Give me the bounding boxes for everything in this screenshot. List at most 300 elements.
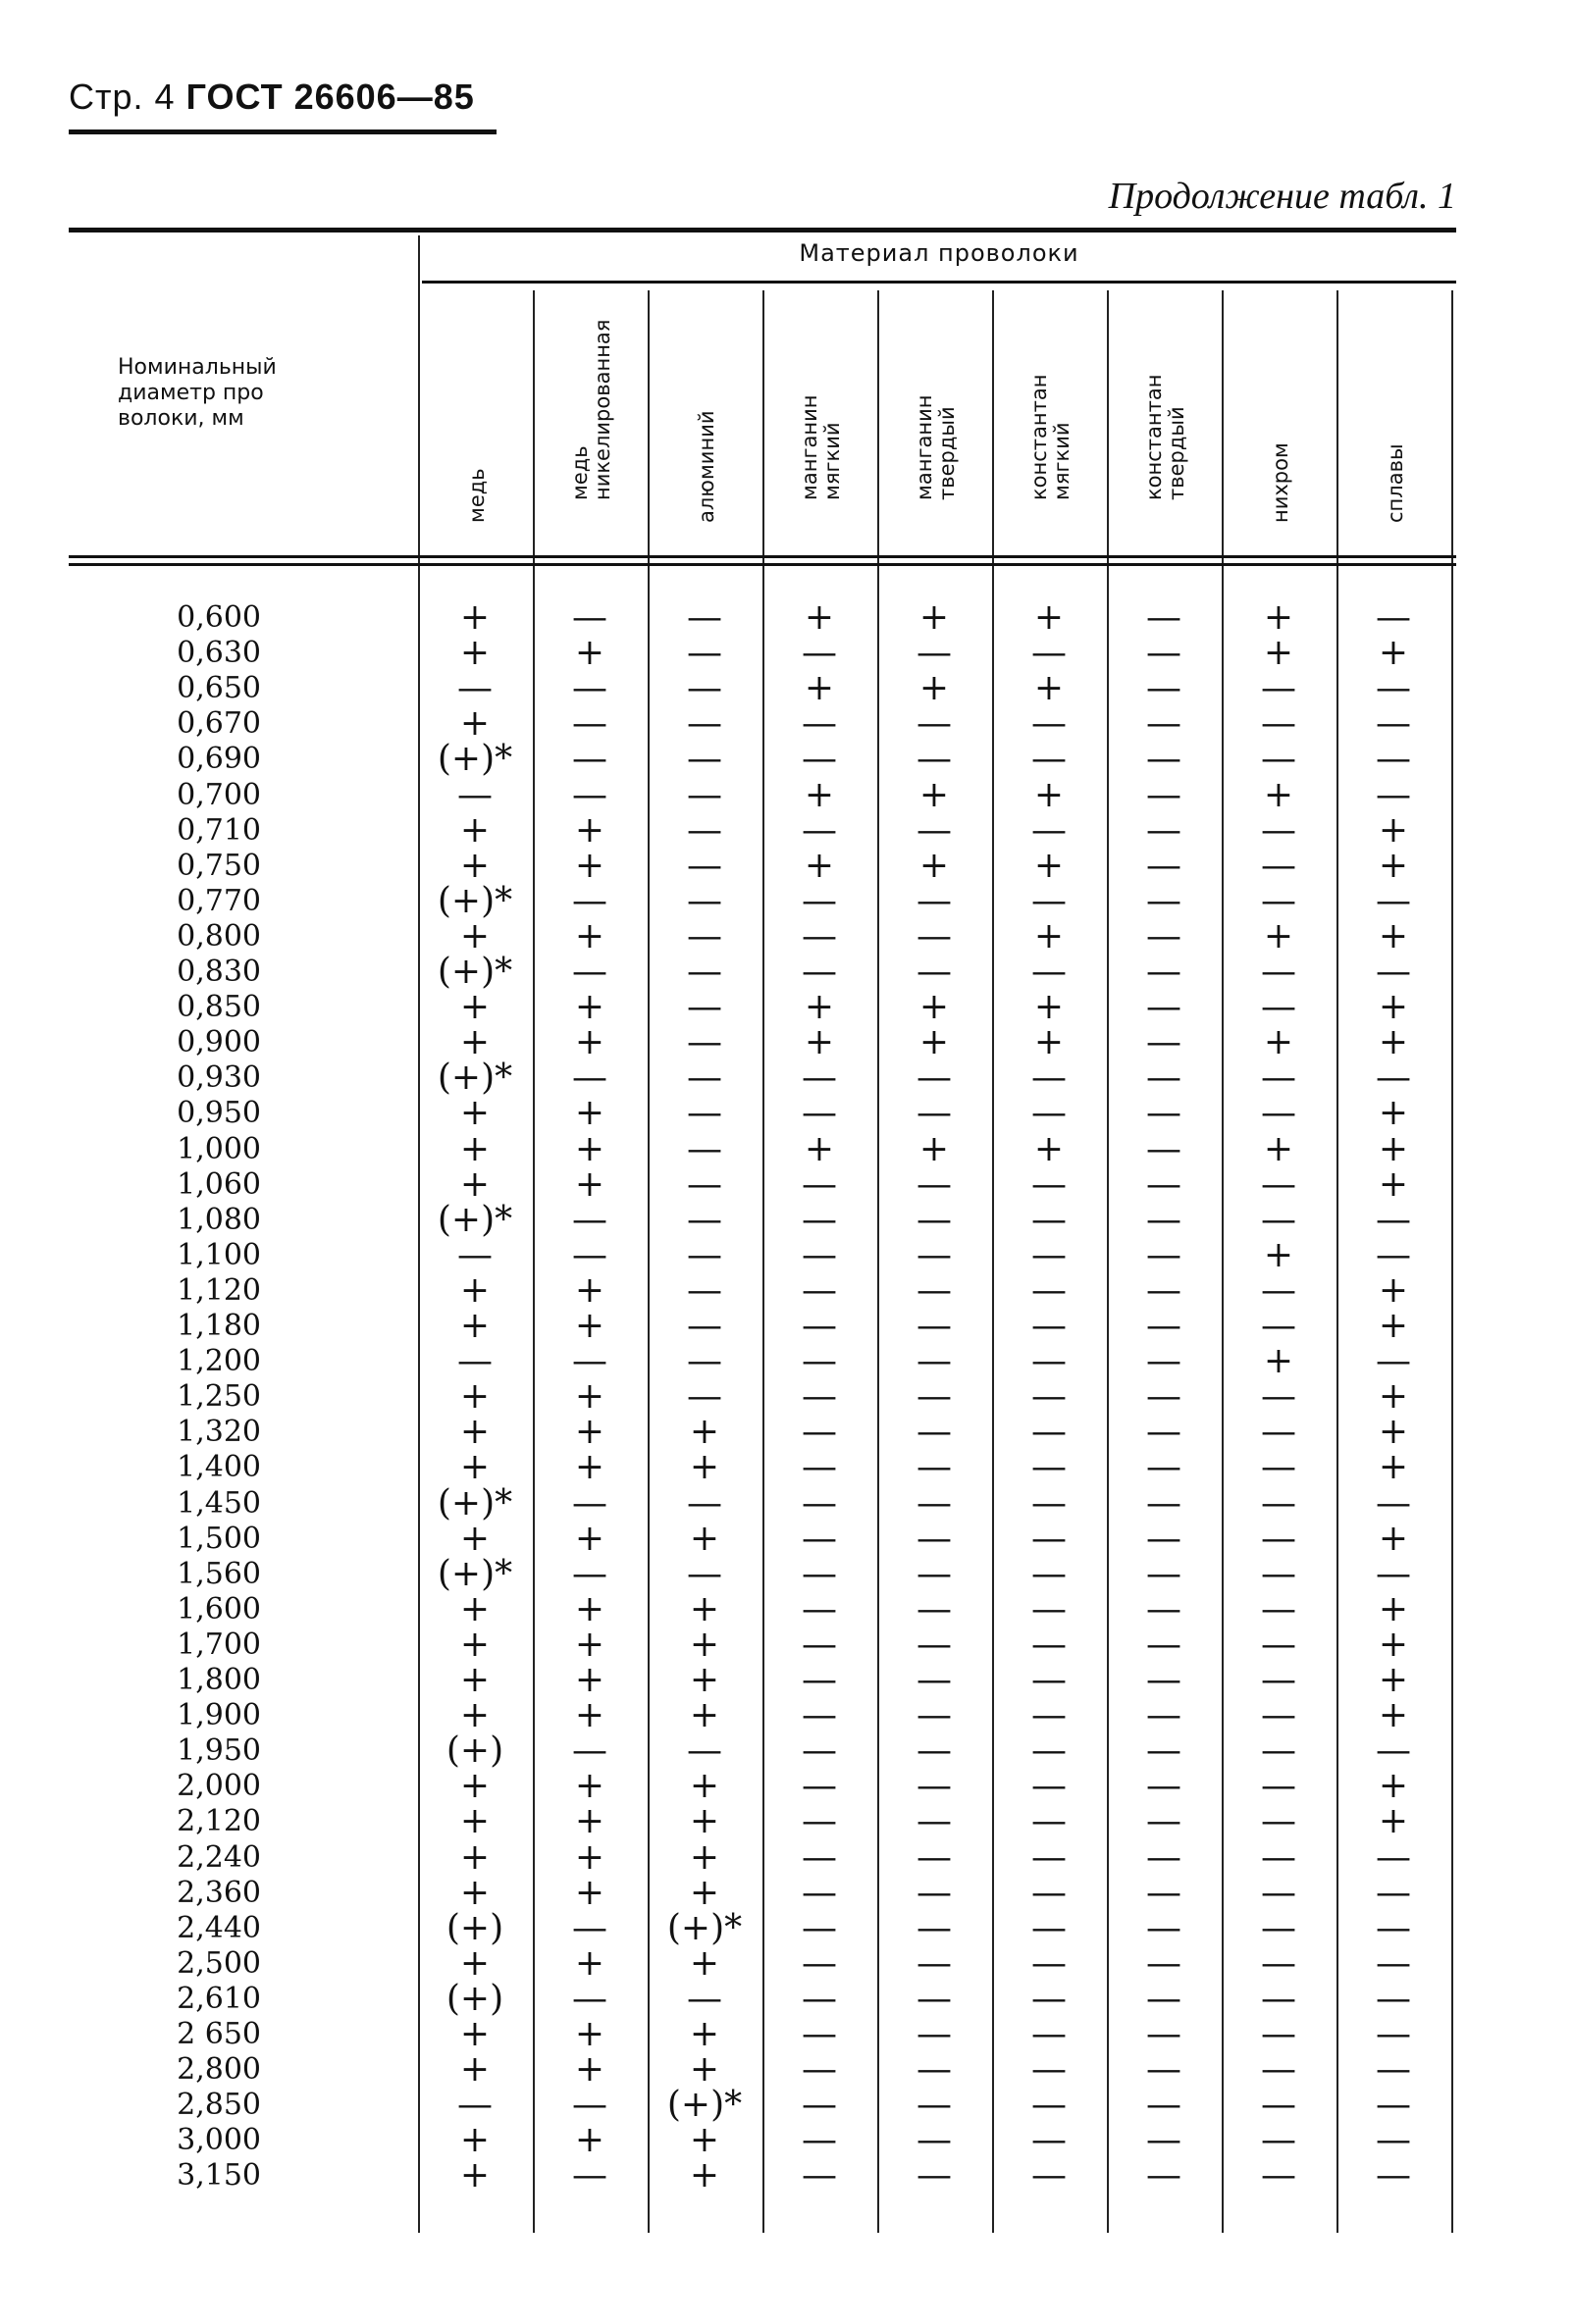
availability-cell: — <box>1146 845 1181 886</box>
availability-cell: — <box>1261 2085 1296 2126</box>
availability-cell: — <box>1376 1872 1411 1913</box>
table-row <box>69 668 1456 709</box>
availability-cell: — <box>802 1093 837 1134</box>
availability-cell: — <box>917 703 952 745</box>
availability-cell: + <box>1378 1306 1409 1346</box>
header-bottom-rule <box>69 555 1456 558</box>
availability-cell: + <box>459 633 491 674</box>
table-row <box>69 1801 1456 1842</box>
availability-cell: — <box>1146 1660 1181 1700</box>
header-bottom-rule-2 <box>69 563 1456 566</box>
availability-cell: + <box>459 1766 491 1807</box>
table-row <box>69 1128 1456 1169</box>
availability-cell: — <box>1146 1907 1181 1948</box>
availability-cell: — <box>687 1128 722 1169</box>
availability-cell: + <box>459 1660 491 1700</box>
diameter-value: 2,000 <box>177 1769 261 1804</box>
availability-cell: — <box>1376 1199 1411 1240</box>
column-header <box>1340 294 1450 545</box>
column-header <box>1226 294 1336 545</box>
availability-cell: — <box>1261 1836 1296 1878</box>
availability-cell: — <box>457 2085 493 2126</box>
availability-cell: — <box>1146 2120 1181 2161</box>
table-row <box>69 633 1456 674</box>
availability-cell: — <box>1146 1234 1181 1275</box>
availability-cell: — <box>1376 703 1411 745</box>
availability-cell: + <box>574 1836 605 1878</box>
availability-cell: — <box>1146 2014 1181 2054</box>
column-header-label: алюминий <box>694 410 718 523</box>
availability-cell: — <box>1261 880 1296 921</box>
availability-cell: — <box>1146 1058 1181 1099</box>
availability-cell: + <box>689 2120 720 2161</box>
availability-cell: + <box>918 1128 950 1169</box>
availability-cell: — <box>917 1234 952 1275</box>
availability-cell: — <box>1261 1872 1296 1913</box>
availability-cell: + <box>1033 845 1065 886</box>
availability-cell: — <box>1146 1730 1181 1772</box>
availability-cell: — <box>1376 2155 1411 2196</box>
table-continuation-label: Продолжение табл. 1 <box>1108 176 1456 217</box>
availability-cell: — <box>1376 1907 1411 1948</box>
diameter-value: 0,900 <box>177 1025 261 1060</box>
availability-cell: — <box>802 952 837 992</box>
availability-cell: + <box>1378 1269 1409 1311</box>
availability-cell: (+)* <box>437 1058 513 1099</box>
availability-cell: — <box>802 1234 837 1275</box>
table-row <box>69 1058 1456 1099</box>
diameter-value: 2,610 <box>177 1981 261 2016</box>
diameter-value: 1,560 <box>177 1556 261 1591</box>
availability-cell: + <box>574 2120 605 2161</box>
availability-cell: — <box>1031 1447 1067 1488</box>
availability-cell: + <box>459 1447 491 1488</box>
availability-cell: + <box>1263 1341 1294 1382</box>
availability-cell: — <box>687 1978 722 2019</box>
availability-cell: — <box>687 915 722 956</box>
availability-cell: + <box>459 845 491 886</box>
availability-cell: — <box>1146 1518 1181 1559</box>
availability-cell: — <box>572 1482 607 1524</box>
availability-cell: — <box>802 1518 837 1559</box>
availability-cell: — <box>1261 1942 1296 1984</box>
availability-cell: + <box>1033 597 1065 638</box>
table-row <box>69 1482 1456 1524</box>
availability-cell: — <box>687 1306 722 1346</box>
availability-cell: + <box>689 1766 720 1807</box>
availability-cell: + <box>918 774 950 815</box>
availability-cell: — <box>1031 1766 1067 1807</box>
table-row <box>69 1412 1456 1453</box>
availability-cell: — <box>1031 1553 1067 1594</box>
availability-cell: + <box>574 845 605 886</box>
availability-cell: — <box>917 1341 952 1382</box>
availability-cell: — <box>1261 1093 1296 1134</box>
availability-cell: — <box>1031 1376 1067 1418</box>
availability-cell: + <box>1033 915 1065 956</box>
availability-cell: — <box>802 1942 837 1984</box>
availability-cell: — <box>1031 1836 1067 1878</box>
table-row <box>69 1553 1456 1594</box>
availability-cell: — <box>572 1978 607 2019</box>
availability-cell: — <box>687 633 722 674</box>
table-row <box>69 597 1456 638</box>
availability-cell: + <box>459 1412 491 1453</box>
diameter-value: 1,400 <box>177 1450 261 1485</box>
availability-cell: — <box>1261 1163 1296 1205</box>
availability-cell: — <box>1261 1730 1296 1772</box>
diameter-value: 0,690 <box>177 742 261 777</box>
availability-cell: — <box>1031 633 1067 674</box>
availability-cell: + <box>804 845 835 886</box>
availability-cell: (+)* <box>437 880 513 921</box>
availability-cell: — <box>802 1836 837 1878</box>
table-row <box>69 1518 1456 1559</box>
diameter-value: 1,250 <box>177 1379 261 1415</box>
column-header <box>537 294 647 545</box>
availability-cell: — <box>917 633 952 674</box>
availability-cell: (+)* <box>437 739 513 780</box>
availability-cell: — <box>917 1801 952 1842</box>
availability-cell: — <box>1146 1163 1181 1205</box>
availability-cell: + <box>459 2014 491 2054</box>
diameter-value: 0,800 <box>177 918 261 954</box>
availability-cell: — <box>802 1163 837 1205</box>
availability-cell: — <box>687 1234 722 1275</box>
availability-cell: — <box>1031 1234 1067 1275</box>
availability-cell: — <box>1376 1482 1411 1524</box>
table-row <box>69 1836 1456 1878</box>
availability-cell: — <box>1146 1836 1181 1878</box>
availability-cell: — <box>687 1093 722 1134</box>
availability-cell: + <box>804 668 835 709</box>
availability-cell: — <box>917 1269 952 1311</box>
availability-cell: — <box>1261 1199 1296 1240</box>
availability-cell: — <box>917 1199 952 1240</box>
availability-cell: — <box>802 1269 837 1311</box>
diameter-value: 0,670 <box>177 706 261 742</box>
availability-cell: + <box>1033 774 1065 815</box>
availability-cell: + <box>574 1306 605 1346</box>
diameter-value: 0,600 <box>177 600 261 635</box>
availability-cell: — <box>1146 1093 1181 1134</box>
availability-cell: + <box>804 1128 835 1169</box>
availability-cell: — <box>917 1942 952 1984</box>
availability-cell: — <box>1146 1269 1181 1311</box>
availability-cell: + <box>1378 809 1409 851</box>
table-row <box>69 1022 1456 1063</box>
availability-cell: + <box>574 1376 605 1418</box>
availability-cell: — <box>687 880 722 921</box>
column-header-label: манганин мягкий <box>798 394 844 500</box>
availability-cell: — <box>572 2085 607 2126</box>
table-row <box>69 1907 1456 1948</box>
availability-cell: — <box>1376 739 1411 780</box>
availability-cell: (+) <box>445 1730 504 1772</box>
availability-cell: — <box>1031 2085 1067 2126</box>
availability-cell: + <box>1378 1447 1409 1488</box>
availability-cell: — <box>917 1660 952 1700</box>
table-row <box>69 2014 1456 2054</box>
table-row <box>69 915 1456 956</box>
availability-cell: — <box>917 1058 952 1099</box>
table-row <box>69 2120 1456 2161</box>
availability-cell: + <box>689 1447 720 1488</box>
availability-cell: — <box>572 1341 607 1382</box>
availability-cell: — <box>1261 1766 1296 1807</box>
availability-cell: + <box>689 1872 720 1913</box>
availability-cell: — <box>1031 1341 1067 1382</box>
availability-cell: — <box>687 1341 722 1382</box>
availability-cell: — <box>917 1163 952 1205</box>
availability-cell: — <box>1146 1624 1181 1665</box>
table-row <box>69 1624 1456 1665</box>
availability-cell: + <box>689 1412 720 1453</box>
availability-cell: — <box>1261 739 1296 780</box>
availability-cell: — <box>802 1199 837 1240</box>
availability-cell: — <box>1261 1801 1296 1842</box>
availability-cell: — <box>917 2120 952 2161</box>
availability-cell: — <box>1376 2085 1411 2126</box>
table-row <box>69 739 1456 780</box>
availability-cell: — <box>572 739 607 780</box>
table-row <box>69 703 1456 745</box>
availability-cell: + <box>1378 845 1409 886</box>
material-header-rule <box>422 281 1456 284</box>
availability-cell: — <box>687 1553 722 1594</box>
diameter-value: 1,900 <box>177 1698 261 1733</box>
availability-cell: — <box>1261 1907 1296 1948</box>
availability-cell: + <box>459 1163 491 1205</box>
availability-cell: — <box>687 1482 722 1524</box>
table-row <box>69 1093 1456 1134</box>
availability-cell: — <box>802 1553 837 1594</box>
availability-cell: — <box>802 1588 837 1629</box>
diameter-value: 2,360 <box>177 1875 261 1910</box>
availability-cell: + <box>1263 1128 1294 1169</box>
availability-cell: — <box>1146 1306 1181 1346</box>
availability-cell: + <box>459 1836 491 1878</box>
table-row <box>69 1163 1456 1205</box>
availability-cell: — <box>457 774 493 815</box>
availability-cell: — <box>1376 1978 1411 2019</box>
availability-cell: — <box>1031 1269 1067 1311</box>
availability-cell: — <box>802 880 837 921</box>
availability-cell: + <box>459 703 491 745</box>
availability-cell: — <box>1031 880 1067 921</box>
availability-cell: — <box>1031 1942 1067 1984</box>
availability-cell: — <box>917 1730 952 1772</box>
availability-cell: — <box>1261 845 1296 886</box>
availability-cell: + <box>574 633 605 674</box>
availability-cell: — <box>1146 1588 1181 1629</box>
availability-cell: — <box>687 739 722 780</box>
availability-cell: — <box>917 2014 952 2054</box>
diameter-header: Номинальный диаметр про волоки, мм <box>118 355 277 431</box>
availability-cell: — <box>1376 2049 1411 2091</box>
availability-cell: + <box>1378 1695 1409 1736</box>
availability-cell: — <box>1376 668 1411 709</box>
availability-cell: + <box>1378 1376 1409 1418</box>
table-row <box>69 987 1456 1028</box>
diameter-value: 0,850 <box>177 990 261 1025</box>
availability-cell: — <box>1376 1942 1411 1984</box>
table-row <box>69 952 1456 992</box>
availability-cell: — <box>1261 1058 1296 1099</box>
availability-cell: — <box>1261 2049 1296 2091</box>
availability-cell: — <box>1146 1766 1181 1807</box>
column-header-label: медь никелированная <box>568 319 614 500</box>
availability-cell: + <box>1263 1234 1294 1275</box>
availability-cell: + <box>1378 987 1409 1028</box>
availability-cell: — <box>1261 1553 1296 1594</box>
availability-cell: + <box>459 809 491 851</box>
diameter-value: 1,200 <box>177 1344 261 1379</box>
availability-cell: + <box>1263 1022 1294 1063</box>
availability-cell: — <box>1261 1695 1296 1736</box>
availability-cell: — <box>802 1978 837 2019</box>
availability-cell: + <box>459 1022 491 1063</box>
availability-cell: — <box>1261 2014 1296 2054</box>
column-header <box>881 294 991 545</box>
availability-cell: — <box>1031 1730 1067 1772</box>
availability-cell: — <box>687 1163 722 1205</box>
availability-cell: — <box>1376 880 1411 921</box>
availability-cell: — <box>572 703 607 745</box>
availability-cell: + <box>689 1836 720 1878</box>
availability-cell: — <box>917 2155 952 2196</box>
diameter-value: 0,770 <box>177 883 261 918</box>
availability-cell: — <box>917 809 952 851</box>
availability-cell: — <box>802 2155 837 2196</box>
availability-cell: — <box>687 668 722 709</box>
availability-cell: (+)* <box>437 1199 513 1240</box>
availability-cell: + <box>689 1695 720 1736</box>
availability-cell: — <box>1146 915 1181 956</box>
availability-cell: + <box>459 1376 491 1418</box>
availability-cell: — <box>1261 703 1296 745</box>
availability-cell: + <box>459 915 491 956</box>
table-row <box>69 880 1456 921</box>
availability-cell: — <box>1031 2155 1067 2196</box>
availability-cell: — <box>572 1199 607 1240</box>
availability-cell: — <box>1146 1942 1181 1984</box>
table-row <box>69 1269 1456 1311</box>
availability-cell: + <box>689 1660 720 1700</box>
availability-cell: — <box>802 1801 837 1842</box>
availability-cell: — <box>1146 1872 1181 1913</box>
availability-cell: + <box>459 1269 491 1311</box>
availability-cell: — <box>1146 597 1181 638</box>
availability-cell: + <box>804 774 835 815</box>
availability-cell: + <box>459 1588 491 1629</box>
availability-cell: — <box>1031 1093 1067 1134</box>
availability-cell: + <box>689 2155 720 2196</box>
availability-cell: — <box>1261 1412 1296 1453</box>
availability-cell: — <box>1031 1801 1067 1842</box>
availability-cell: — <box>1261 1482 1296 1524</box>
availability-cell: (+)* <box>437 1482 513 1524</box>
availability-cell: — <box>572 1553 607 1594</box>
availability-cell: + <box>1263 774 1294 815</box>
table-row <box>69 1234 1456 1275</box>
availability-cell: + <box>1378 1412 1409 1453</box>
availability-cell: — <box>572 1730 607 1772</box>
column-header-label: константан мягкий <box>1027 374 1074 500</box>
availability-cell: — <box>572 597 607 638</box>
availability-cell: — <box>917 739 952 780</box>
availability-cell: (+)* <box>437 952 513 992</box>
availability-cell: + <box>459 1695 491 1736</box>
availability-cell: — <box>572 774 607 815</box>
availability-cell: — <box>1146 952 1181 992</box>
table-row <box>69 2085 1456 2126</box>
availability-cell: (+) <box>445 1907 504 1948</box>
availability-cell: + <box>1033 1128 1065 1169</box>
availability-cell: — <box>1261 809 1296 851</box>
availability-cell: — <box>917 1624 952 1665</box>
availability-cell: — <box>457 1234 493 1275</box>
availability-cell: — <box>687 703 722 745</box>
availability-cell: — <box>1031 1660 1067 1700</box>
availability-cell: — <box>1146 633 1181 674</box>
availability-cell: (+)* <box>666 2085 743 2126</box>
availability-cell: — <box>1261 668 1296 709</box>
availability-cell: — <box>1261 952 1296 992</box>
availability-cell: — <box>802 2014 837 2054</box>
availability-cell: + <box>459 1624 491 1665</box>
availability-cell: — <box>1031 1518 1067 1559</box>
availability-cell: — <box>1146 2155 1181 2196</box>
availability-cell: + <box>689 1518 720 1559</box>
column-header-label: константан твердый <box>1142 374 1188 500</box>
availability-cell: + <box>574 1128 605 1169</box>
availability-cell: — <box>1146 1022 1181 1063</box>
availability-cell: + <box>1033 1022 1065 1063</box>
availability-cell: + <box>574 1447 605 1488</box>
availability-cell: — <box>802 1695 837 1736</box>
diameter-value: 0,750 <box>177 848 261 883</box>
availability-cell: — <box>1031 809 1067 851</box>
availability-cell: — <box>1376 1058 1411 1099</box>
availability-cell: — <box>572 1234 607 1275</box>
diameter-value: 1,080 <box>177 1202 261 1237</box>
availability-cell: + <box>574 809 605 851</box>
availability-cell: + <box>574 1588 605 1629</box>
availability-cell: — <box>917 1836 952 1878</box>
availability-cell: — <box>572 880 607 921</box>
availability-cell: — <box>1376 774 1411 815</box>
diameter-value: 0,700 <box>177 777 261 812</box>
availability-cell: — <box>1031 952 1067 992</box>
diameter-value: 2,800 <box>177 2052 261 2088</box>
availability-cell: — <box>1031 1163 1067 1205</box>
availability-cell: + <box>574 1624 605 1665</box>
availability-cell: — <box>687 987 722 1028</box>
availability-cell: — <box>1146 1695 1181 1736</box>
availability-cell: — <box>917 1306 952 1346</box>
availability-cell: — <box>802 1624 837 1665</box>
availability-cell: — <box>1031 739 1067 780</box>
diameter-value: 0,830 <box>177 955 261 989</box>
availability-cell: + <box>574 1660 605 1700</box>
availability-cell: + <box>1378 1660 1409 1700</box>
availability-cell: — <box>917 1588 952 1629</box>
table-top-rule <box>69 228 1456 232</box>
availability-cell: — <box>1146 1412 1181 1453</box>
standard-code: ГОСТ 26606—85 <box>185 77 475 117</box>
table-row <box>69 774 1456 815</box>
